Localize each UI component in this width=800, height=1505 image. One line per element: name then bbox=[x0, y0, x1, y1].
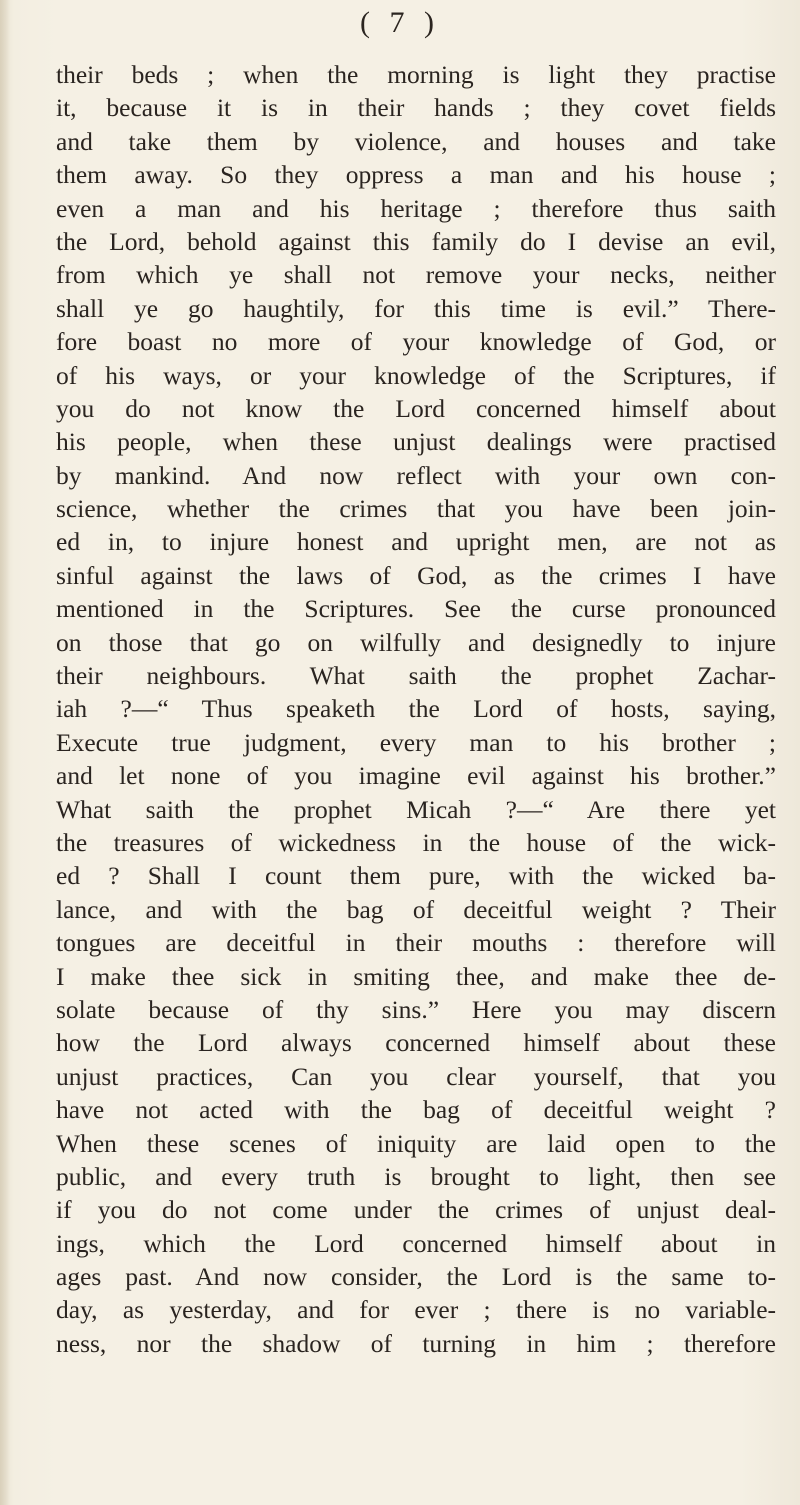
text-line: on those that go on wilfully and designedly to injure bbox=[56, 627, 776, 657]
text-line: day, as yesterday, and for ever ; there is no variable- bbox=[56, 1295, 776, 1325]
text-line: of his ways, or your knowledge of the Scriptures, if bbox=[56, 360, 776, 390]
text-line: When these scenes of iniquity are laid open to the bbox=[56, 1128, 776, 1158]
text-line: I make thee sick in smiting thee, and make thee de- bbox=[56, 961, 776, 991]
text-line: and take them by violence, and houses and take bbox=[56, 126, 776, 156]
text-line: ages past. And now consider, the Lord is the same to- bbox=[56, 1262, 776, 1292]
text-line: fore boast no more of your knowledge of God, or bbox=[56, 327, 776, 357]
text-line: ed in, to injure honest and upright men, are not as bbox=[56, 527, 776, 557]
text-line: ness, nor the shadow of turning in him ; therefore bbox=[56, 1328, 776, 1358]
text-line: and let none of you imagine evil against his brother.” bbox=[56, 761, 776, 791]
text-line: the treasures of wickedness in the house of the wick- bbox=[56, 827, 776, 857]
text-line: tongues are deceitful in their mouths : therefore will bbox=[56, 928, 776, 958]
text-line: by mankind. And now reflect with your own con- bbox=[56, 460, 776, 490]
text-line: ed ? Shall I count them pure, with the wicked ba- bbox=[56, 861, 776, 891]
text-line: public, and every truth is brought to light, then see bbox=[56, 1161, 776, 1191]
text-line: lance, and with the bag of deceitful weight ? Their bbox=[56, 894, 776, 924]
text-line: from which ye shall not remove your necks, neither bbox=[56, 260, 776, 290]
text-line: you do not know the Lord concerned himself about bbox=[56, 393, 776, 423]
text-line: sinful against the laws of God, as the crimes I have bbox=[56, 560, 776, 590]
text-line: their neighbours. What saith the prophet Zachar- bbox=[56, 661, 776, 691]
text-line: science, whether the crimes that you have been join- bbox=[56, 494, 776, 524]
text-line: Execute true judgment, every man to his brother ; bbox=[56, 727, 776, 757]
text-line: how the Lord always concerned himself about these bbox=[56, 1028, 776, 1058]
body-text bbox=[56, 58, 776, 1360]
text-line: their beds ; when the morning is light they practise bbox=[56, 60, 776, 89]
text-line: ings, which the Lord concerned himself about in bbox=[56, 1228, 776, 1258]
page-number: ( 7 ) bbox=[360, 6, 440, 39]
text-line: shall ye go haughtily, for this time is evil.” There- bbox=[56, 293, 776, 323]
text-line: solate because of thy sins.” Here you may discern bbox=[56, 994, 776, 1024]
text-line: them away. So they oppress a man and his house ; bbox=[56, 160, 776, 190]
text-line: it, because it is in their hands ; they covet fields bbox=[56, 93, 776, 123]
text-line: What saith the prophet Micah ?—“ Are there yet bbox=[56, 794, 776, 824]
text-line: iah ?—“ Thus speaketh the Lord of hosts, saying, bbox=[56, 694, 776, 724]
page-gutter-shadow bbox=[0, 0, 10, 1505]
text-line: his people, when these unjust dealings were practised bbox=[56, 427, 776, 457]
text-line: have not acted with the bag of deceitful weight ? bbox=[56, 1095, 776, 1125]
text-line: even a man and his heritage ; therefore thus saith bbox=[56, 193, 776, 223]
text-line: the Lord, behold against this family do I devise an evil, bbox=[56, 226, 776, 256]
text-line: unjust practices, Can you clear yourself, that you bbox=[56, 1061, 776, 1091]
text-line: mentioned in the Scriptures. See the curse pronounced bbox=[56, 594, 776, 624]
text-line: if you do not come under the crimes of unjust deal- bbox=[56, 1195, 776, 1225]
